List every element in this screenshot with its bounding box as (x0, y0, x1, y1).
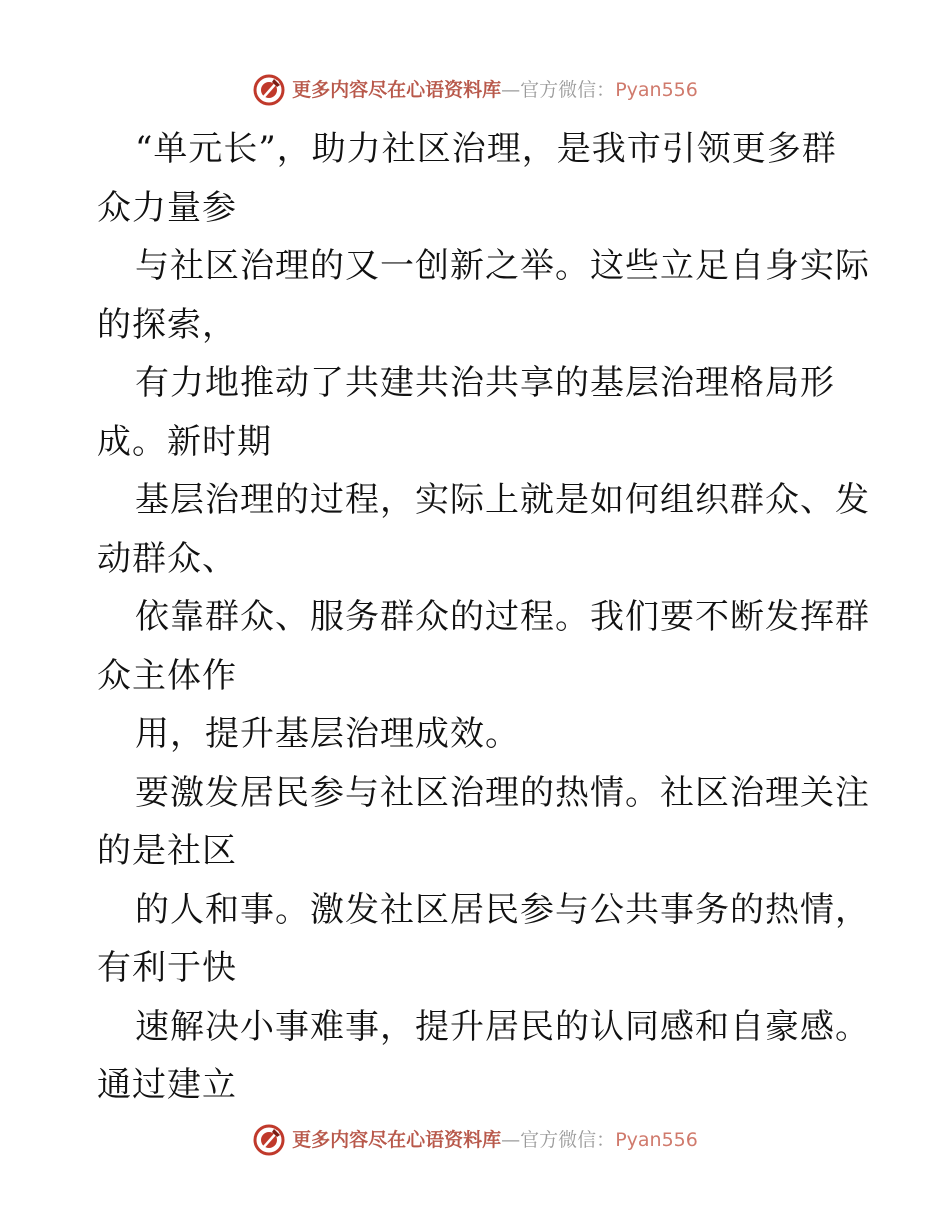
text-line: 用，提升基层治理成效。 (135, 714, 520, 754)
red-seal-pen-logo-icon (252, 73, 286, 107)
text-line: 的人和事。激发社区居民参与公共事务的热情， (135, 889, 870, 930)
banner-main-text: 更多内容尽在心语资料库 (292, 1129, 502, 1151)
text-line: 的探索， (97, 304, 237, 345)
text-line: 有利于快 (97, 948, 237, 988)
text-line: 要激发居民参与社区治理的热情。社区治理关注 (135, 772, 870, 813)
red-seal-pen-logo-icon (252, 1123, 286, 1157)
text-line: 通过建立 (97, 1065, 237, 1105)
text-line: 众主体作 (97, 655, 237, 696)
text-line: 众力量参 (97, 187, 237, 228)
text-line: 成。新时期 (97, 421, 272, 462)
banner-separator-text: —官方微信： (501, 79, 616, 101)
text-line: 基层治理的过程，实际上就是如何组织群众、发 (135, 480, 870, 520)
banner-wechat-id: Pyan556 (615, 1129, 698, 1151)
text-line: 的是社区 (97, 831, 237, 871)
banner-wechat-id: Pyan556 (615, 79, 698, 101)
header-banner (0, 70, 950, 110)
text-line: 依靠群众、服务群众的过程。我们要不断发挥群 (135, 597, 870, 637)
banner-separator-text: —官方微信： (501, 1129, 616, 1151)
document-body (97, 120, 870, 1115)
text-line: “单元长”，助力社区治理，是我市引领更多群 (135, 129, 837, 169)
text-line: 有力地推动了共建共治共享的基层治理格局形 (135, 363, 835, 403)
footer-banner (0, 1120, 950, 1160)
text-line: 与社区治理的又一创新之举。这些立足自身实际 (135, 246, 870, 286)
banner-main-text: 更多内容尽在心语资料库 (292, 79, 502, 101)
text-line: 动群众、 (97, 538, 237, 579)
text-line: 速解决小事难事，提升居民的认同感和自豪感。 (135, 1006, 870, 1047)
